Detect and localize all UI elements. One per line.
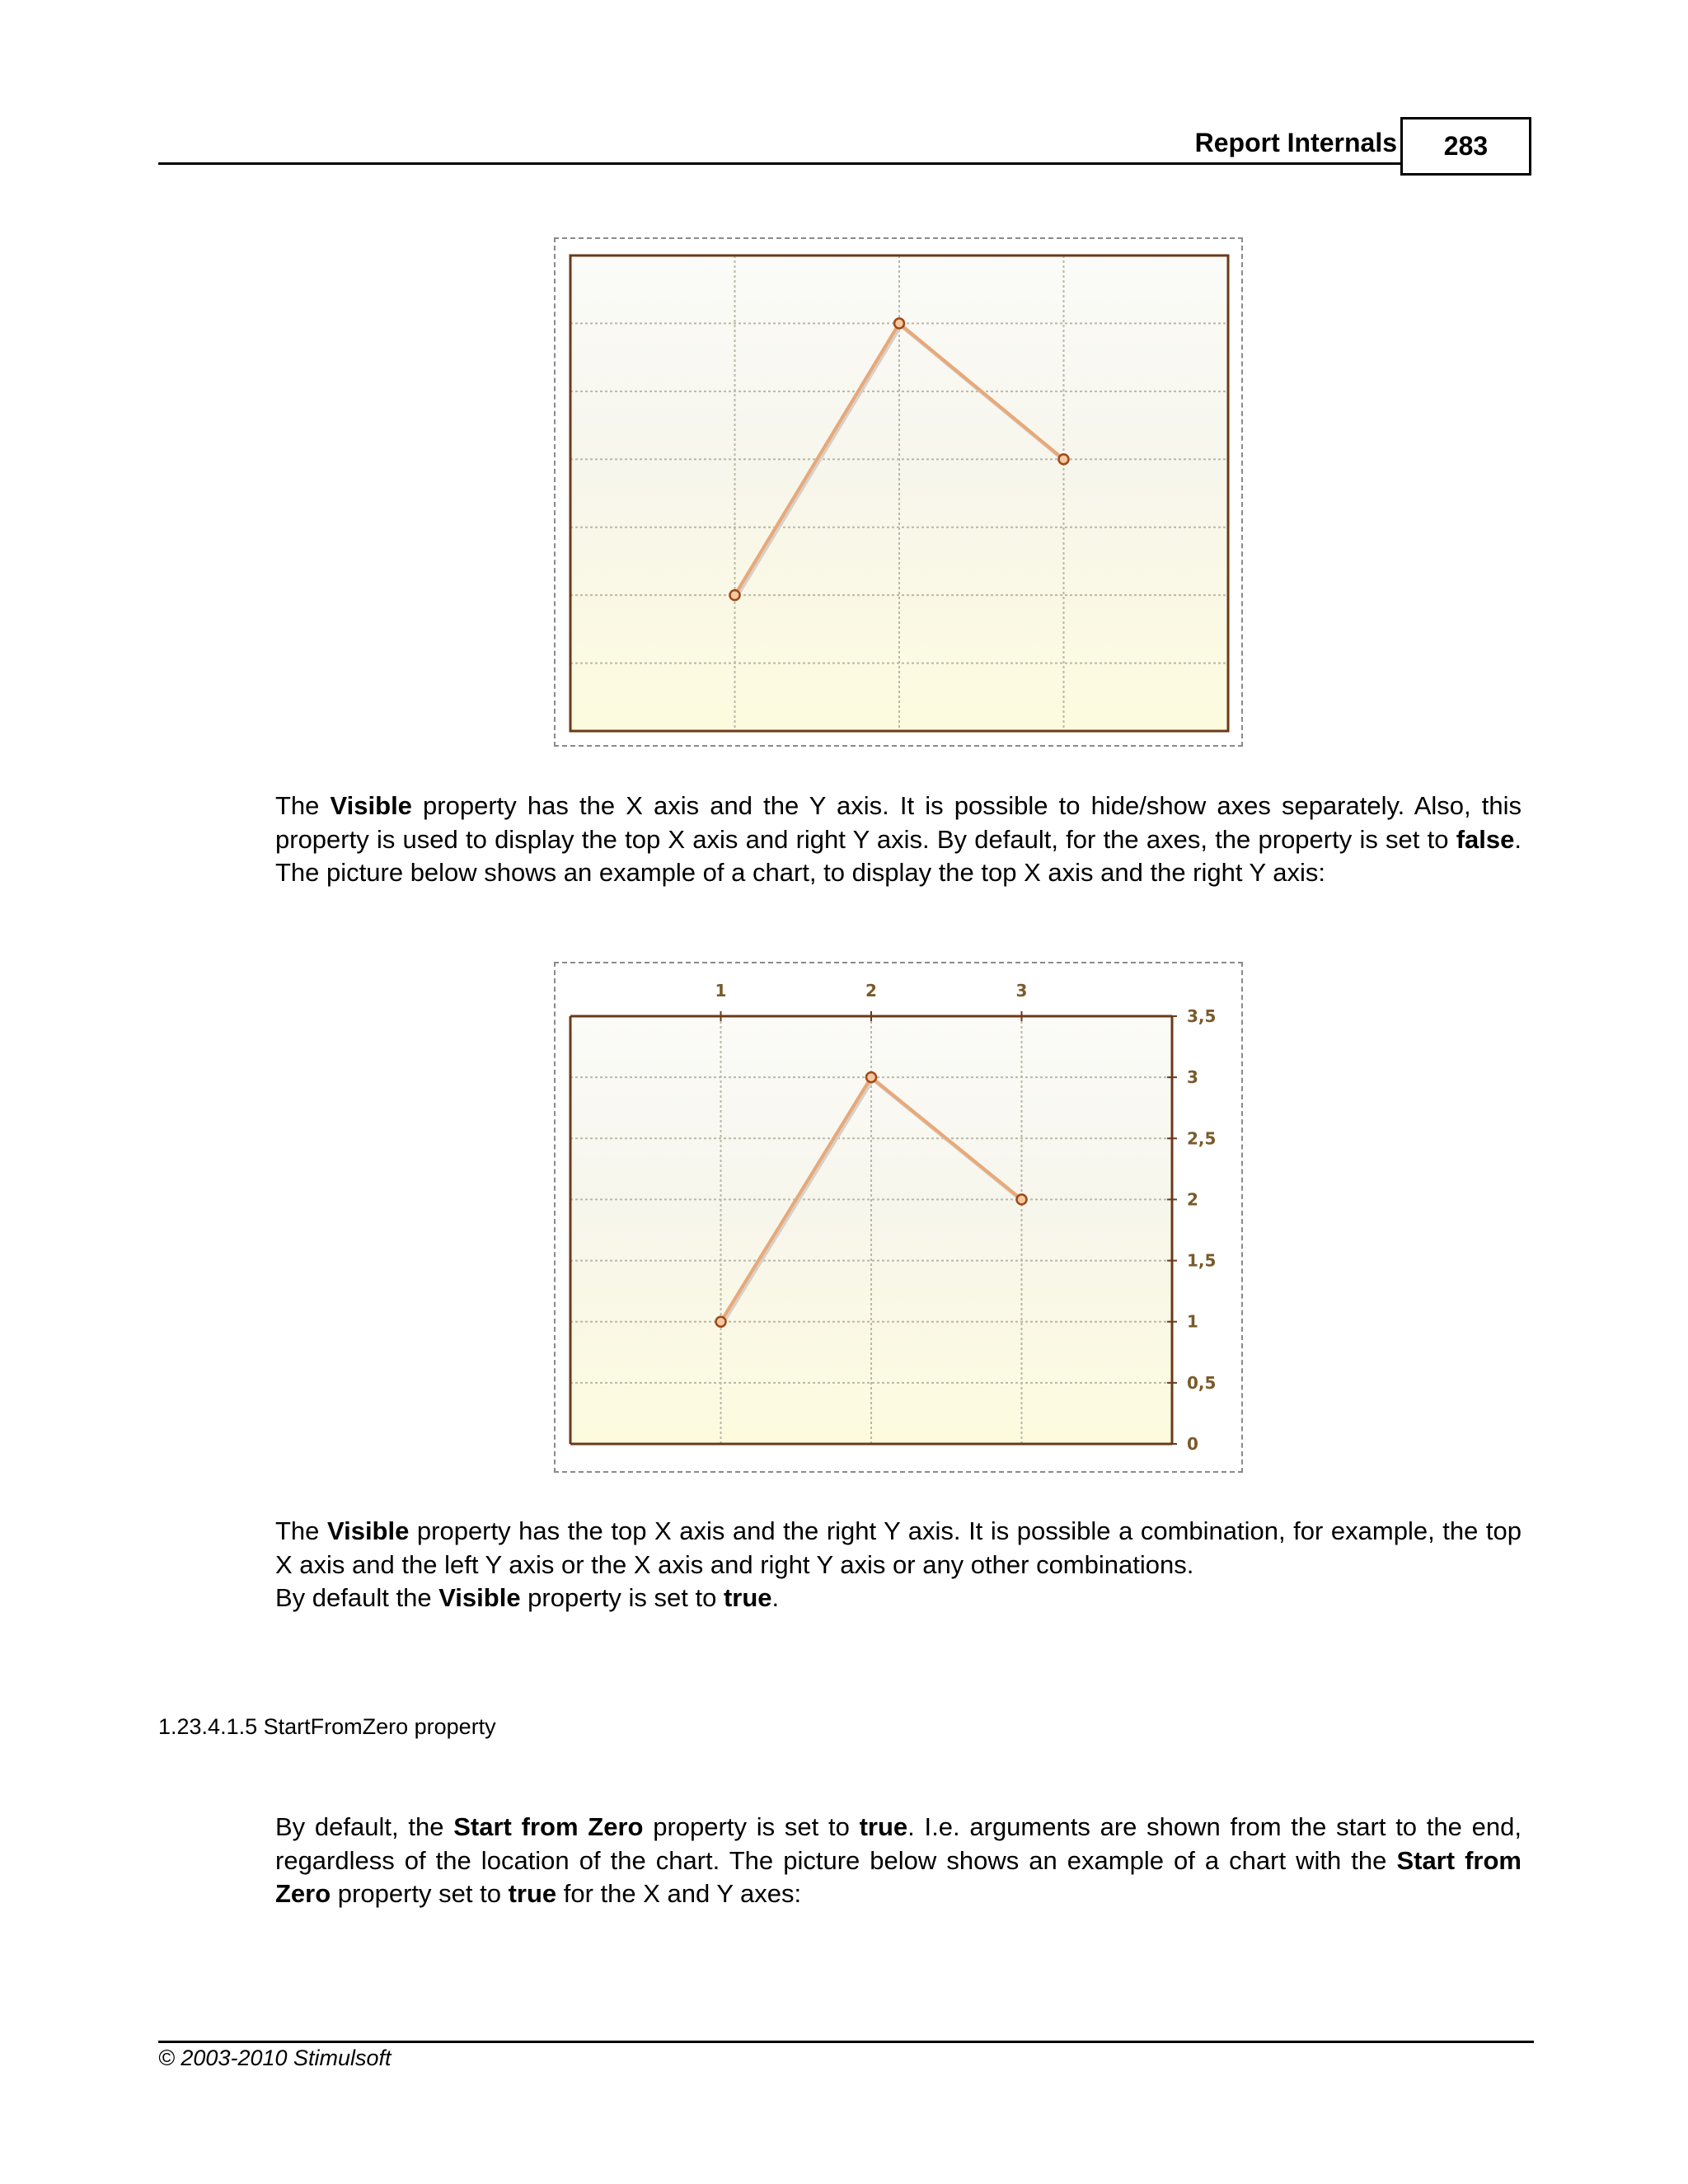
text-run: property is set to bbox=[520, 1583, 724, 1612]
data-point-marker bbox=[1017, 1194, 1027, 1204]
chart-no-axes bbox=[556, 239, 1241, 745]
text-run: property has the top X axis and the right Y axis. It is possible a combination, for example, the top X axis and the left Y axis or the X axis and right Y axis or any other combinations. bbox=[275, 1516, 1522, 1579]
bold-run: Visible bbox=[330, 791, 412, 820]
paragraph-visible-combination bbox=[275, 1515, 1522, 1615]
page-number-box bbox=[1400, 117, 1531, 176]
bold-run: Visible bbox=[438, 1583, 521, 1612]
text-run: The bbox=[275, 1516, 327, 1545]
section-heading: 1.23.4.1.5 StartFromZero property bbox=[158, 1714, 496, 1739]
bold-run: Start from Zero bbox=[453, 1812, 644, 1841]
footer-rule bbox=[158, 2041, 1534, 2043]
y-tick-label: 3,5 bbox=[1187, 1006, 1217, 1026]
paragraph-visible-axes bbox=[275, 790, 1522, 890]
bold-run: true bbox=[508, 1879, 557, 1908]
text-run: The bbox=[275, 791, 331, 820]
data-point-marker bbox=[716, 1317, 726, 1327]
bold-run: false bbox=[1456, 824, 1515, 854]
text-run: . I.e. arguments are shown from the start to the end, regardless of the location of the chart. The picture below shows an example of a chart with the bbox=[275, 1812, 1522, 1875]
data-point-marker bbox=[730, 590, 740, 600]
text-run: By default, the bbox=[275, 1812, 454, 1841]
bold-run: Start from Zero bbox=[275, 1845, 1522, 1908]
text-run: . bbox=[771, 1583, 780, 1612]
y-tick-label: 1,5 bbox=[1187, 1250, 1217, 1271]
footer-copyright: © 2003-2010 Stimulsoft bbox=[158, 2046, 392, 2070]
y-tick-label: 3 bbox=[1187, 1067, 1198, 1088]
bold-run: Visible bbox=[326, 1516, 410, 1545]
y-tick-label: 2,5 bbox=[1187, 1128, 1217, 1149]
bold-run: true bbox=[859, 1812, 908, 1841]
x-tick-label: 3 bbox=[1015, 981, 1028, 1001]
text-run: By default the bbox=[275, 1583, 439, 1612]
text-run: property has the X axis and the Y axis. It is possible to hide/show axes separately. Also, this property is used to display the top X axis and right Y axis. By default, for the axes, the property is set to bbox=[275, 791, 1522, 854]
text-run: property is set to bbox=[643, 1812, 860, 1841]
chart-top-right-axes bbox=[556, 963, 1241, 1471]
figure-chart-top-right-axes bbox=[554, 962, 1243, 1473]
y-tick-label: 0 bbox=[1187, 1434, 1198, 1454]
data-point-marker bbox=[894, 318, 904, 328]
figure-chart-no-axes bbox=[554, 237, 1243, 747]
text-run: for the X and Y axes: bbox=[556, 1879, 802, 1908]
x-tick-label: 2 bbox=[865, 981, 877, 1001]
y-tick-label: 2 bbox=[1187, 1189, 1198, 1210]
y-tick-label: 0,5 bbox=[1187, 1372, 1217, 1393]
text-run: property set to bbox=[331, 1879, 509, 1908]
page-number: 283 bbox=[1443, 131, 1489, 161]
data-point-marker bbox=[866, 1072, 876, 1082]
text-run: . The picture below shows an example of a chart, to display the top X axis and the right Y axis: bbox=[275, 824, 1522, 887]
y-tick-label: 1 bbox=[1187, 1311, 1198, 1332]
running-header-title: Report Internals bbox=[1194, 128, 1397, 157]
paragraph-start-from-zero bbox=[275, 1811, 1522, 1911]
data-point-marker bbox=[1059, 454, 1069, 464]
bold-run: true bbox=[723, 1583, 772, 1612]
x-tick-label: 1 bbox=[715, 981, 727, 1001]
header-rule bbox=[158, 162, 1400, 165]
